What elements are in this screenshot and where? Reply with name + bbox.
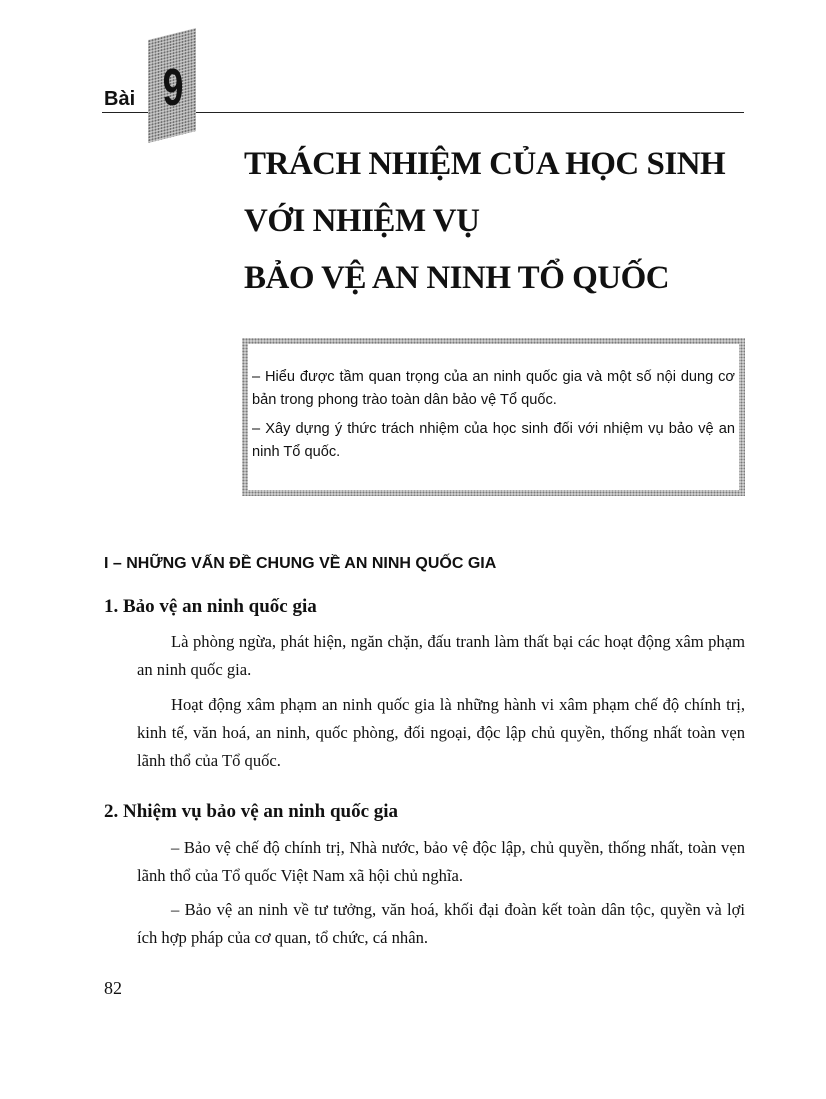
objectives-content [248, 344, 739, 490]
subsection-heading-1: 1. Bảo vệ an ninh quốc gia [104, 596, 317, 617]
title-line-1: TRÁCH NHIỆM CỦA HỌC SINH [244, 146, 726, 182]
section-heading: I – NHỮNG VẤN ĐỀ CHUNG VỀ AN NINH QUỐC GIA [104, 555, 497, 572]
subsection-heading-2: 2. Nhiệm vụ bảo vệ an ninh quốc gia [104, 801, 399, 822]
header-rule [102, 112, 744, 113]
title-line-2: VỚI NHIỆM VỤ [244, 203, 480, 239]
objective-item: – Xây dựng ý thức trách nhiệm của học sinh đối với nhiệm vụ bảo vệ an ninh Tổ quốc. [252, 421, 735, 460]
lesson-label: Bài [104, 88, 136, 110]
title-line-3: BẢO VỆ AN NINH TỔ QUỐC [244, 260, 670, 296]
paragraph: Hoạt động xâm phạm an ninh quốc gia là những hành vi xâm phạm chế độ chính trị, kinh tế, văn hoá, an ninh, quốc phòng, đối ngoại, độc lập chủ quyền, thống nhất toàn vẹn lãnh thổ của Tổ quốc. [137, 695, 745, 770]
objective-item: – Hiểu được tầm quan trọng của an ninh quốc gia và một số nội dung cơ bản trong phong trào toàn dân bảo vệ Tổ quốc. [252, 369, 735, 408]
objectives-box [242, 338, 745, 496]
lesson-header [102, 40, 744, 145]
paragraph: – Bảo vệ an ninh về tư tưởng, văn hoá, khối đại đoàn kết toàn dân tộc, quyền và lợi ích hợp pháp của cơ quan, tổ chức, cá nhân. [137, 900, 745, 947]
paragraph: Là phòng ngừa, phát hiện, ngăn chặn, đấu tranh làm thất bại các hoạt động xâm phạm an ninh quốc gia. [137, 632, 745, 679]
paragraph: – Bảo vệ chế độ chính trị, Nhà nước, bảo vệ độc lập, chủ quyền, thống nhất, toàn vẹn lãnh thổ của Tổ quốc Việt Nam xã hội chủ nghĩa. [137, 838, 745, 885]
page-number: 82 [104, 978, 122, 998]
lesson-title [244, 136, 725, 307]
lesson-number: 9 [162, 59, 184, 117]
